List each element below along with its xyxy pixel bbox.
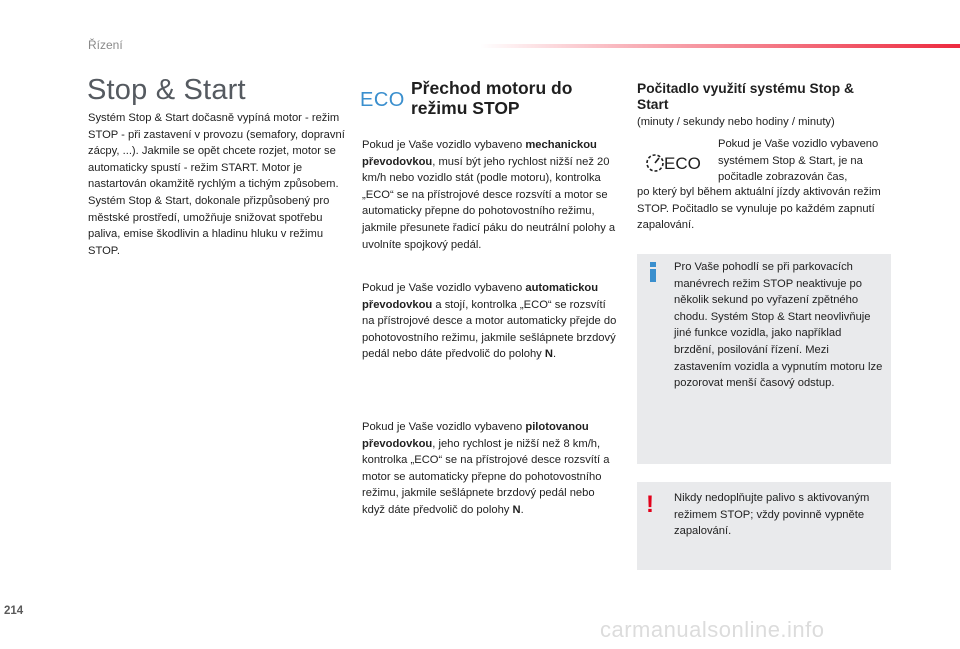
counter-subtitle: (minuty / sekundy nebo hodiny / minuty) (637, 116, 835, 128)
info-icon (645, 262, 661, 282)
section-title-stop-mode: Přechod motoru do režimu STOP (411, 78, 573, 118)
page-number: 214 (4, 605, 24, 617)
paragraph-automatic: Pokud je Vaše vozidlo vybaveno automatickou převodovkou a stojí, kontrolka „ECO“ se rozsvítí na přístrojové desce a motor automaticky přejde do pohotovostního režimu, jakmile sešlápnete brzdový pedál nebo dáte předvolič do polohy N. (362, 282, 617, 361)
paragraph-piloted: Pokud je Vaše vozidlo vybaveno pilotovanou převodovkou, jeho rychlost je nižší než 8 km/h, kontrolka „ECO“ se na přístrojové desce rozsvítí a motor se automaticky přepne do pohotovostního režimu, jakmile sešlápnete brzdový pedál nebo když dáte předvolič do polohy N. (362, 421, 610, 516)
counter-description-continued: po který byl během aktuální jízdy aktivován režim STOP. Počitadlo se vynuluje po každém zapnutí zapalování. (637, 186, 881, 232)
section-label: Řízení (88, 38, 123, 52)
counter-description: Pokud je Vaše vozidlo vybaveno systémem Stop & Start, je na počitadle zobrazován čas, (718, 138, 879, 184)
info-text: Pro Vaše pohodlí se při parkovacích manévrech režim STOP neaktivuje po několik sekund po vyřazení zpětného chodu. Systém Stop & Start neovlivňuje jiné funkce vozidla, jako například brzdění, posilování řízení. Mezi zastavením vozidla a vypnutím motoru lze pozorovat menší časový odstup. (674, 261, 883, 390)
eco-icon (360, 88, 406, 112)
warning-text: Nikdy nedoplňujte palivo s aktivovaným režimem STOP; vždy povinně vypněte zapalování. (674, 492, 870, 538)
header-accent-line (480, 44, 960, 48)
eco-timer-icon-label: ECO (664, 154, 701, 173)
page-title: Stop & Start (87, 74, 246, 106)
warning-icon: ! (646, 491, 654, 518)
intro-paragraph: Systém Stop & Start dočasně vypíná motor - režim STOP - při zastavení v provozu (semafory, dopravní zácpy, ...). Jakmile se opět chcete rozjet, motor se automaticky spustí - režim START. Motor je nastartován okamžitě rychlým a tichým způsobem. Systém Stop & Start, dokonale přizpůsobený pro městské prostředí, umožňuje snižovat spotřebu paliva, emise škodlivin a hladinu hluku v režimu STOP. (88, 112, 345, 257)
paragraph-manual: Pokud je Vaše vozidlo vybaveno mechanickou převodovkou, musí být jeho rychlost nižší než 20 km/h nebo vozidlo stát (podle motoru), kontrolka „ECO“ se na přístrojové desce rozsvítí a motor se automaticky přepne do pohotovostního režimu, jakmile přesunete řadicí páku do neutrální polohy a uvolníte spojkový pedál. (362, 139, 616, 251)
footer-watermark: carmanualsonline.info (600, 617, 825, 642)
eco-icon-label: ECO (360, 89, 405, 111)
section-title-counter: Počitadlo využití systému Stop & Start (637, 81, 854, 112)
eco-timer-icon (645, 150, 703, 176)
